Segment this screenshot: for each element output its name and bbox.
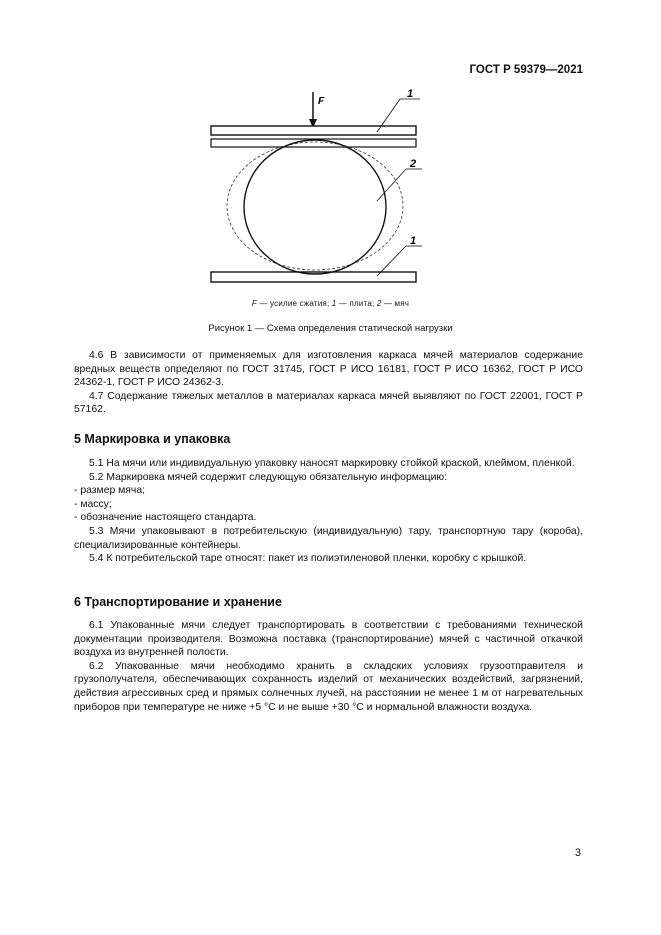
paragraph-4-7: 4.7 Содержание тяжелых металлов в материалах каркаса мячей выявляют по ГОСТ 22001, ГОСТ Р 57162.: [74, 390, 583, 416]
paragraph-6-2: 6.2 Упакованные мячи необходимо хранить в складских условиях грузоотправителя и грузополучателя, обеспечивающих сохранность изделий от механических воздействий, загрязнений, действия агрессивных сред и прямых солнечных лучей, на расстоянии не менее 1 м от нагревательных приборов при температуре не ниже +5 °С и не выше +30 °С и нормальной влажности воздуха.: [74, 660, 583, 713]
ball: [244, 140, 386, 274]
page-number: 3: [574, 847, 581, 859]
ball-compressed-outline: [227, 142, 403, 270]
list-item-ball-size: - размер мяча;: [74, 485, 145, 497]
legend-force-symbol: F: [251, 299, 257, 308]
top-plate-upper: [211, 126, 416, 135]
paragraph-5-1: 5.1 На мячи или индивидуальную упаковку наносят маркировку стойкой краской, клеймом, пленкой.: [89, 458, 575, 469]
paragraph-6-1: 6.1 Упакованные мячи следует транспортировать в соответствии с требованиями технической документации производителя. Возможна поставка (транспортирование) мячей с частичной откачкой воздуха из внутренней полости.: [74, 620, 583, 659]
paragraph-5-3: 5.3 Мячи упаковывают в потребительскую (индивидуальную) тару, транспортную тару (короба), специализированные контейнеры.: [74, 525, 583, 551]
document-header: ГОСТ Р 59379—2021: [469, 64, 583, 76]
force-label: F: [318, 96, 325, 107]
section-5-title: 5 Маркировка и упаковка: [74, 432, 231, 446]
section-5-body: [74, 457, 583, 566]
legend-plate-symbol: 1: [331, 299, 337, 308]
static-load-diagram: [200, 88, 430, 298]
figure-caption: Рисунок 1 — Схема определения статической нагрузки: [208, 323, 453, 334]
figure-legend: [0, 299, 661, 308]
ball-label: 2: [410, 158, 417, 170]
paragraph-5-4: 5.4 К потребительской таре относят: пакет из полиэтиленовой пленки, коробку с крышкой.: [89, 553, 527, 565]
list-item-standard-designation: - обозначение настоящего стандарта.: [74, 512, 257, 524]
legend-ball-text: — мяч: [381, 299, 410, 308]
paragraph-4-6: 4.6 В зависимости от применяемых для изготовления каркаса мячей материалов содержание вредных веществ определяют по ГОСТ 31745, ГОСТ Р ИСО 16181, ГОСТ Р ИСО 16362, ГОСТ Р ИСО 24362-1, ГОСТ Р ИСО 24362-3.: [74, 350, 583, 389]
list-item-mass: - массу;: [74, 498, 112, 510]
legend-plate-text: — плита;: [336, 299, 377, 308]
legend-force-text: — усилие сжатия;: [256, 299, 332, 308]
paragraph-5-2: 5.2 Маркировка мячей содержит следующую обязательную информацию:: [89, 471, 448, 483]
section-6-title: 6 Транспортирование и хранение: [74, 595, 282, 609]
section-4-continued: [74, 349, 583, 417]
section-6-body: [74, 619, 583, 714]
leader-line-ball: [377, 169, 406, 201]
plate-label-bottom: 1: [410, 235, 417, 247]
legend-ball-symbol: 2: [376, 299, 382, 308]
plate-label-top: 1: [407, 88, 414, 100]
